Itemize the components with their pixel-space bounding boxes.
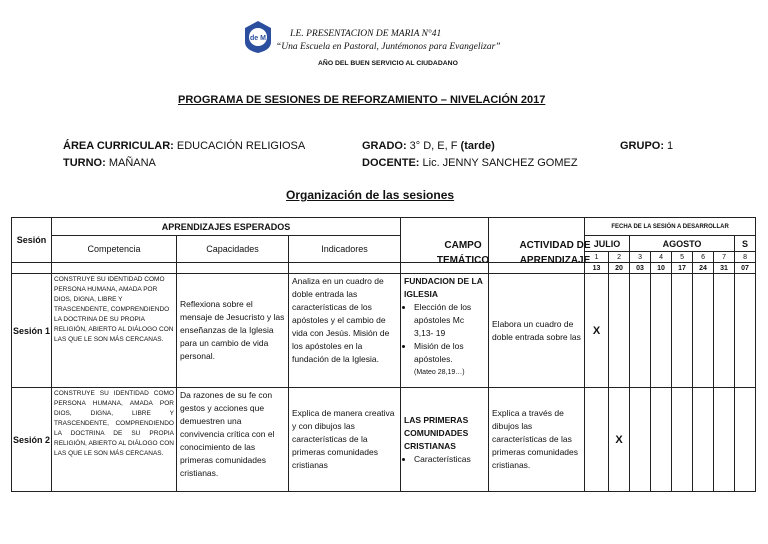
session-label: Sesión 1 — [12, 274, 52, 388]
header-competencia: Competencia — [52, 236, 177, 263]
session-date: 24 — [693, 263, 714, 274]
school-motto: “Una Escuela en Pastoral, Juntémonos para Evangelizar” — [276, 42, 501, 52]
session-date: 31 — [714, 263, 735, 274]
campo-cell — [401, 388, 489, 492]
week-number: 5 — [672, 252, 693, 263]
session-label: Sesión 2 — [12, 388, 52, 492]
program-title: PROGRAMA DE SESIONES DE REFORZAMIENTO – NIVELACIÓN 2017 — [178, 94, 546, 106]
table-row — [12, 274, 756, 388]
table-row — [12, 388, 756, 492]
week-number: 1 — [585, 252, 609, 263]
campo-item: • Misión de los apóstoles. — [414, 340, 485, 366]
header-actividad: ACTIVIDAD DE APRENDIZAJE — [519, 240, 591, 266]
header-fecha: FECHA DE LA SESIÓN A DESARROLLAR — [585, 218, 756, 236]
session-mark: X — [609, 388, 630, 492]
week-number: 4 — [651, 252, 672, 263]
actividad-cell: Explica a través de dibujos las características de las primeras comunidades cristianas. — [489, 388, 585, 492]
header-indicadores: Indicadores — [289, 236, 401, 263]
month-julio: JULIO — [585, 236, 630, 252]
competencia-cell: CONSTRUYE SU IDENTIDAD COMO PERSONA HUMANA, AMADA POR DIOS, DIGNA, LIBRE Y TRASCENDENTE, COMPRENDIENDO LA DOCTRINA DE SU PROPIA RELIGIÓN, ABIERTO AL DIÁLOGO CON LAS QUE LE SON MÁS CERCANAS. — [52, 274, 177, 388]
week-number: 2 — [609, 252, 630, 263]
campo-title: LAS PRIMERAS COMUNIDADES CRISTIANAS — [404, 414, 469, 451]
session-date: 03 — [630, 263, 651, 274]
campo-note: (Mateo 28,19…) — [414, 369, 465, 376]
actividad-cell: Elabora un cuadro de doble entrada sobre las — [489, 274, 585, 388]
campo-item: • Características — [414, 453, 485, 466]
header-aprendizajes: APRENDIZAJES ESPERADOS — [52, 218, 401, 236]
sessions-table — [11, 217, 756, 492]
capacidades-cell: Reflexiona sobre el mensaje de Jesucristo y las enseñanzas de la Iglesia para un cambio de vida personal. — [177, 274, 289, 388]
session-date: 07 — [735, 263, 756, 274]
year-name: AÑO DEL BUEN SERVICIO AL CIUDADANO — [318, 60, 458, 67]
campo-item: • Elección de los apóstoles Mc 3,13- 19 — [414, 301, 485, 340]
week-number: 7 — [714, 252, 735, 263]
header-campo: CAMPO TEMÁTICO — [436, 240, 490, 266]
logo-text: de M — [250, 35, 266, 42]
month-agosto: AGOSTO — [630, 236, 735, 252]
month-s: S — [735, 236, 756, 252]
section-title: Organización de las sesiones — [286, 188, 455, 202]
session-date: 10 — [651, 263, 672, 274]
session-date: 13 — [585, 263, 609, 274]
capacidades-cell: Da razones de su fe con gestos y acciones que demuestren una convivencia crítica con el conocimiento de las primeras comunidades cristianas. — [177, 388, 289, 492]
docente-field: DOCENTE: Lic. JENNY SANCHEZ GOMEZ — [362, 157, 578, 169]
session-date: 17 — [672, 263, 693, 274]
school-logo-icon — [243, 20, 273, 54]
grupo-field: GRUPO: 1 — [620, 140, 674, 152]
header-capacidades: Capacidades — [177, 236, 289, 263]
grado-field: GRADO: 3° D, E, F (tarde) — [362, 140, 495, 152]
week-number: 8 — [735, 252, 756, 263]
week-number: 6 — [693, 252, 714, 263]
area-field: ÁREA CURRICULAR: EDUCACIÓN RELIGIOSA — [63, 140, 306, 152]
session-date: 20 — [609, 263, 630, 274]
turno-field: TURNO: MAÑANA — [63, 157, 156, 169]
session-mark: X — [585, 274, 609, 388]
campo-cell — [401, 274, 489, 388]
school-name: I.E. PRESENTACION DE MARIA N°41 — [290, 29, 442, 39]
indicadores-cell: Analiza en un cuadro de doble entrada las características de los apóstoles y el cambio de vida con Jesús. Misión de los apóstoles en la fundación de la Iglesia. — [289, 274, 401, 388]
campo-title: FUNDACION DE LA IGLESIA — [404, 276, 483, 299]
header-sesion: Sesión — [12, 218, 52, 263]
indicadores-cell: Explica de manera creativa y con dibujos las características de la primeras comunidades cristianas — [289, 388, 401, 492]
competencia-cell: CONSTRUYE SU IDENTIDAD COMO PERSONA HUMANA, AMADA POR DIOS, DIGNA, LIBRE Y TRASCENDENTE, COMPRENDIENDO LA DOCTRINA DE SU PROPIA RELIGIÓN, ABIERTO AL DIÁLOGO CON LAS QUE LE SON MÁS CERCANAS. — [52, 388, 177, 492]
week-number: 3 — [630, 252, 651, 263]
